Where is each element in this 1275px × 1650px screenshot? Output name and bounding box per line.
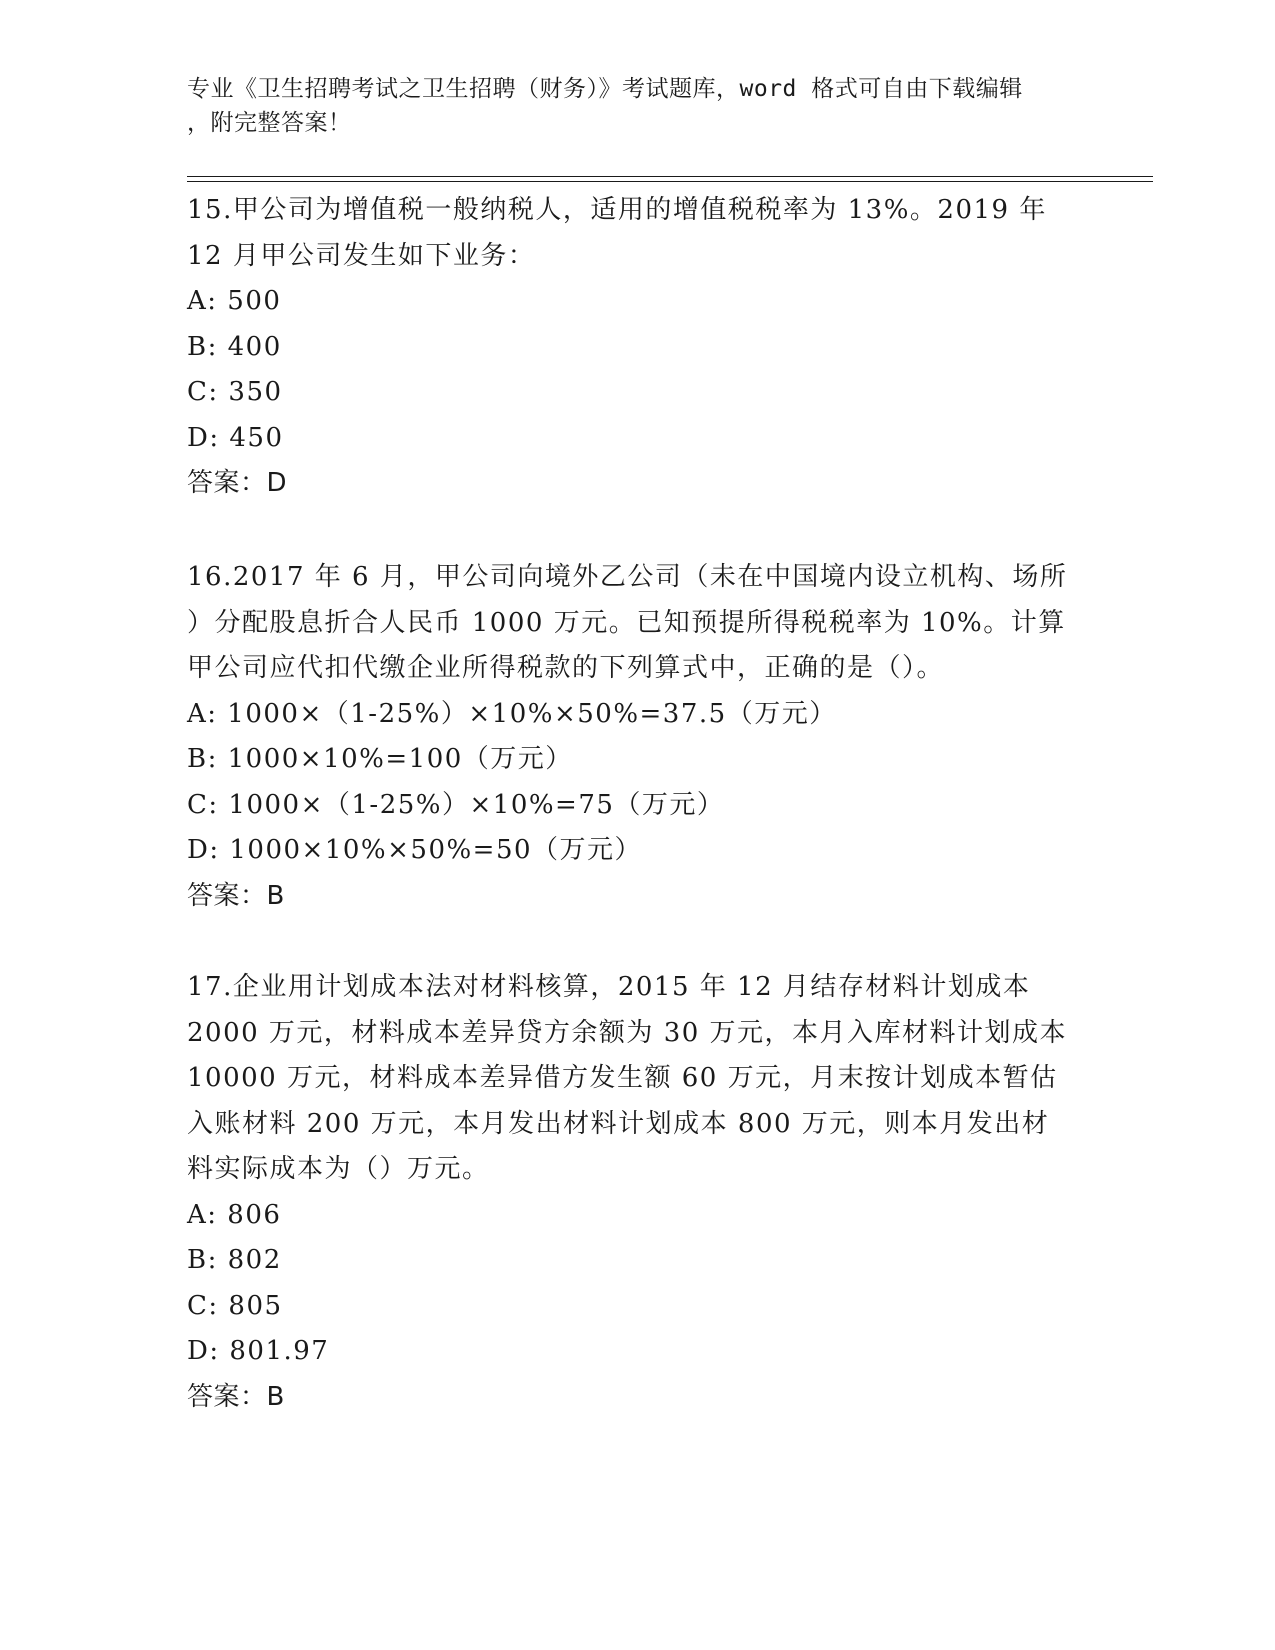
header-divider-bottom — [187, 181, 1153, 182]
option-b: B: 400 — [187, 331, 282, 362]
option-b: B: 802 — [187, 1245, 282, 1275]
question-stem-line: 15.甲公司为增值税一般纳税人，适用的增值税税率为 13%。2019 年 — [187, 195, 1047, 225]
question-stem-line: 10000 万元，材料成本差异借方发生额 60 万元，月末按计划成本暂估 — [187, 1063, 1058, 1093]
question-stem-line: 17.企业用计划成本法对材料核算，2015 年 12 月结存材料计划成本 — [187, 972, 1031, 1002]
question-stem-line: 16.2017 年 6 月，甲公司向境外乙公司（未在中国境内设立机构、场所 — [187, 562, 1068, 592]
question-stem-line: ）分配股息折合人民币 1000 万元。已知预提所得税税率为 10%。计算 — [187, 607, 1066, 638]
document-header — [187, 72, 1087, 140]
answer-label: 答案：D — [187, 468, 288, 498]
option-d: D: 450 — [187, 422, 284, 453]
option-a: A: 1000×（1-25%）×10%×50%=37.5（万元） — [187, 698, 837, 729]
option-a: A: 500 — [187, 286, 282, 316]
question-stem-line: 甲公司应代扣代缴企业所得税款的下列算式中，正确的是（）。 — [187, 653, 945, 683]
option-b: B: 1000×10%=100（万元） — [187, 744, 573, 774]
option-c: C: 350 — [187, 377, 283, 407]
answer-label: 答案：B — [187, 1381, 285, 1412]
question-stem-line: 2000 万元，材料成本差异贷方余额为 30 万元，本月入库材料计划成本 — [187, 1017, 1068, 1048]
option-d: D: 1000×10%×50%=50（万元） — [187, 835, 643, 865]
question-16 — [187, 555, 1087, 919]
option-c: C: 1000×（1-25%）×10%=75（万元） — [187, 789, 725, 820]
question-stem-line: 料实际成本为（）万元。 — [187, 1154, 490, 1184]
option-c: C: 805 — [187, 1290, 283, 1321]
question-stem-line: 入账材料 200 万元，本月发出材料计划成本 800 万元，则本月发出材 — [187, 1108, 1050, 1139]
question-stem-line: 12 月甲公司发生如下业务： — [187, 240, 536, 271]
question-15 — [187, 188, 1087, 507]
header-line-2: ，附完整答案！ — [187, 110, 352, 136]
header-line-1: 专业《卫生招聘考试之卫生招聘（财务）》考试题库，word 格式可自由下载编辑 — [187, 76, 1023, 102]
option-d: D: 801.97 — [187, 1336, 330, 1366]
header-divider-top — [187, 176, 1153, 177]
answer-label: 答案：B — [187, 880, 285, 911]
question-17 — [187, 965, 1087, 1420]
option-a: A: 806 — [187, 1199, 282, 1230]
